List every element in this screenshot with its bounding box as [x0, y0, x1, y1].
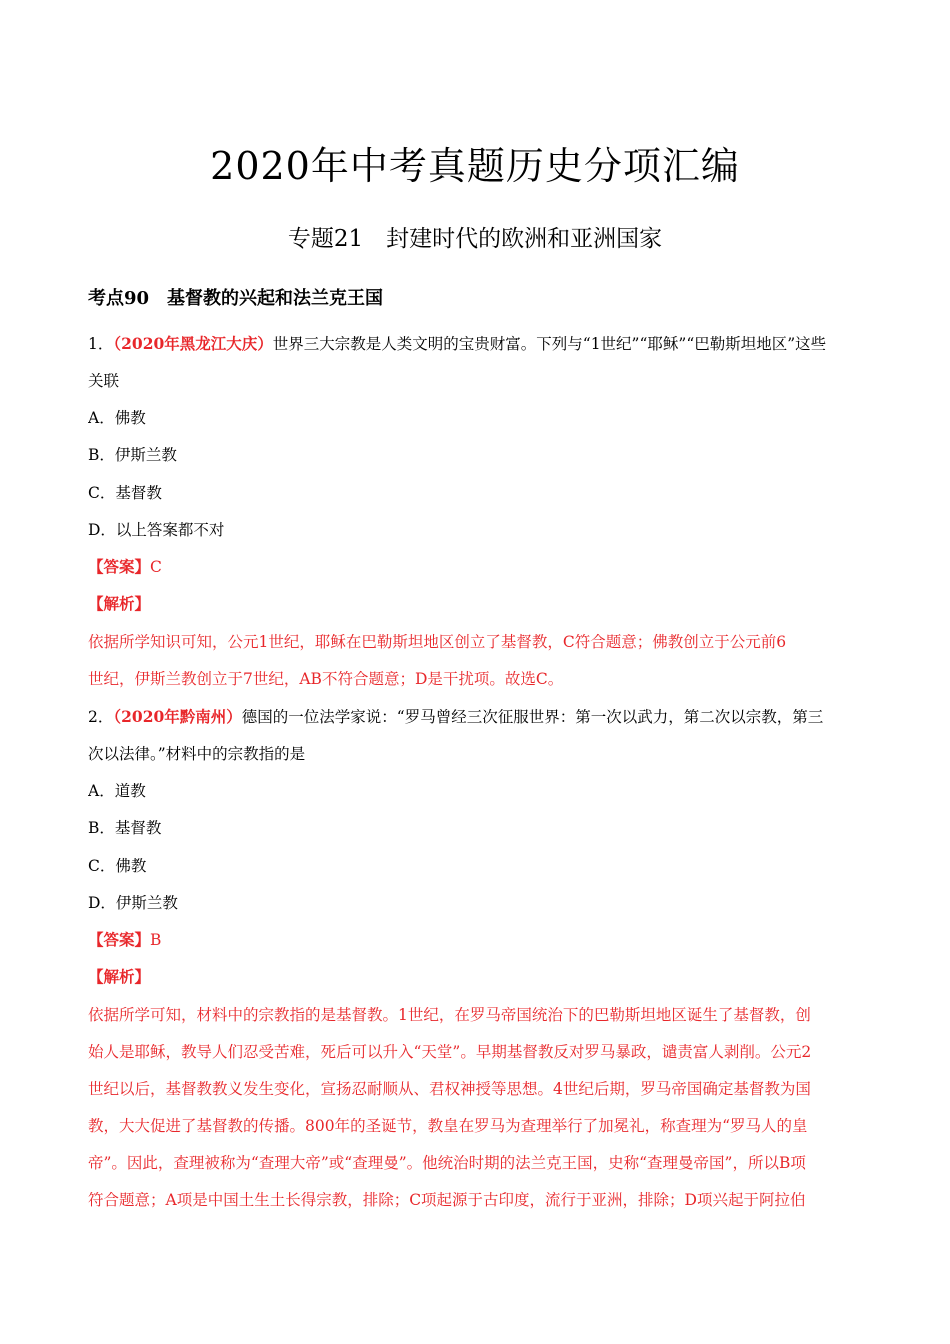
- question-2-option-a: A．道教: [88, 782, 146, 800]
- question-2-analysis-label: 【解析】: [88, 967, 151, 986]
- question-1-option-b: B．伊斯兰教: [88, 446, 177, 464]
- question-2-option-d: D．伊斯兰教: [88, 894, 178, 912]
- question-1-stem-line-2: 关联: [88, 372, 120, 390]
- answer-value: C: [150, 558, 162, 576]
- question-2-stem-line-1: [88, 704, 864, 730]
- question-2-analysis-line-1: 依据所学可知，材料中的宗教指的是基督教。1世纪，在罗马帝国统治下的巴勒斯坦地区诞生了基督教，创: [88, 1006, 811, 1024]
- question-2-answer: [88, 927, 864, 953]
- question-source: （2020年黔南州）: [113, 707, 242, 726]
- question-2-analysis-line-2: 始人是耶稣，教导人们忍受苦难，死后可以升入“天堂”。早期基督教反对罗马暴政，谴责富人剥削。公元2: [88, 1043, 812, 1061]
- question-2-analysis-line-4: 教，大大促进了基督教的传播。800年的圣诞节，教皇在罗马为查理举行了加冕礼，称查理为“罗马人的皇: [88, 1117, 808, 1135]
- section-heading: 考点90 基督教的兴起和法兰克王国: [88, 288, 384, 309]
- question-1-analysis-label: 【解析】: [88, 594, 151, 613]
- question-2-analysis-line-6: 符合题意；A项是中国土生土长得宗教，排除；C项起源于古印度，流行于亚洲，排除；D项兴起于阿拉伯: [88, 1191, 806, 1209]
- question-stem-text: 世界三大宗教是人类文明的宝贵财富。下列与“1世纪”“耶稣”“巴勒斯坦地区”这些: [272, 335, 827, 353]
- question-1-analysis-line-1: 依据所学知识可知，公元1世纪，耶稣在巴勒斯坦地区创立了基督教，C符合题意；佛教创立于公元前6: [88, 633, 787, 651]
- question-stem-text: 德国的一位法学家说：“罗马曾经三次征服世界：第一次以武力，第二次以宗教，第三: [241, 708, 824, 726]
- question-number: 2．: [88, 708, 114, 726]
- answer-label: 【答案】: [88, 930, 151, 949]
- question-1-option-a: A．佛教: [88, 409, 146, 427]
- question-1-analysis-line-2: 世纪，伊斯兰教创立于7世纪，AB不符合题意；D是干扰项。故选C。: [88, 670, 564, 688]
- question-source: （2020年黑龙江大庆）: [113, 334, 273, 353]
- question-2-analysis-line-5: 帝”。因此，查理被称为“查理大帝”或“查理曼”。他统治时期的法兰克王国，史称“查理曼帝国”，所以B项: [88, 1154, 806, 1172]
- question-2-stem-line-2: 次以法律。”材料中的宗教指的是: [88, 745, 306, 763]
- question-2-option-c: C．佛教: [88, 857, 147, 875]
- document-subtitle: 专题21 封建时代的欧洲和亚洲国家: [287, 226, 663, 252]
- question-number: 1．: [88, 335, 114, 353]
- answer-label: 【答案】: [88, 557, 151, 576]
- question-1-stem-line-1: [88, 331, 864, 357]
- answer-value: B: [150, 931, 162, 949]
- question-1-answer: [88, 554, 864, 580]
- question-2-analysis-line-3: 世纪以后，基督教教义发生变化，宣扬忍耐顺从、君权神授等思想。4世纪后期，罗马帝国确定基督教为国: [88, 1080, 811, 1098]
- question-2-option-b: B．基督教: [88, 819, 162, 837]
- question-1-option-c: C．基督教: [88, 484, 162, 502]
- question-1-option-d: D．以上答案都不对: [88, 521, 225, 539]
- document-title: 2020年中考真题历史分项汇编: [210, 144, 740, 188]
